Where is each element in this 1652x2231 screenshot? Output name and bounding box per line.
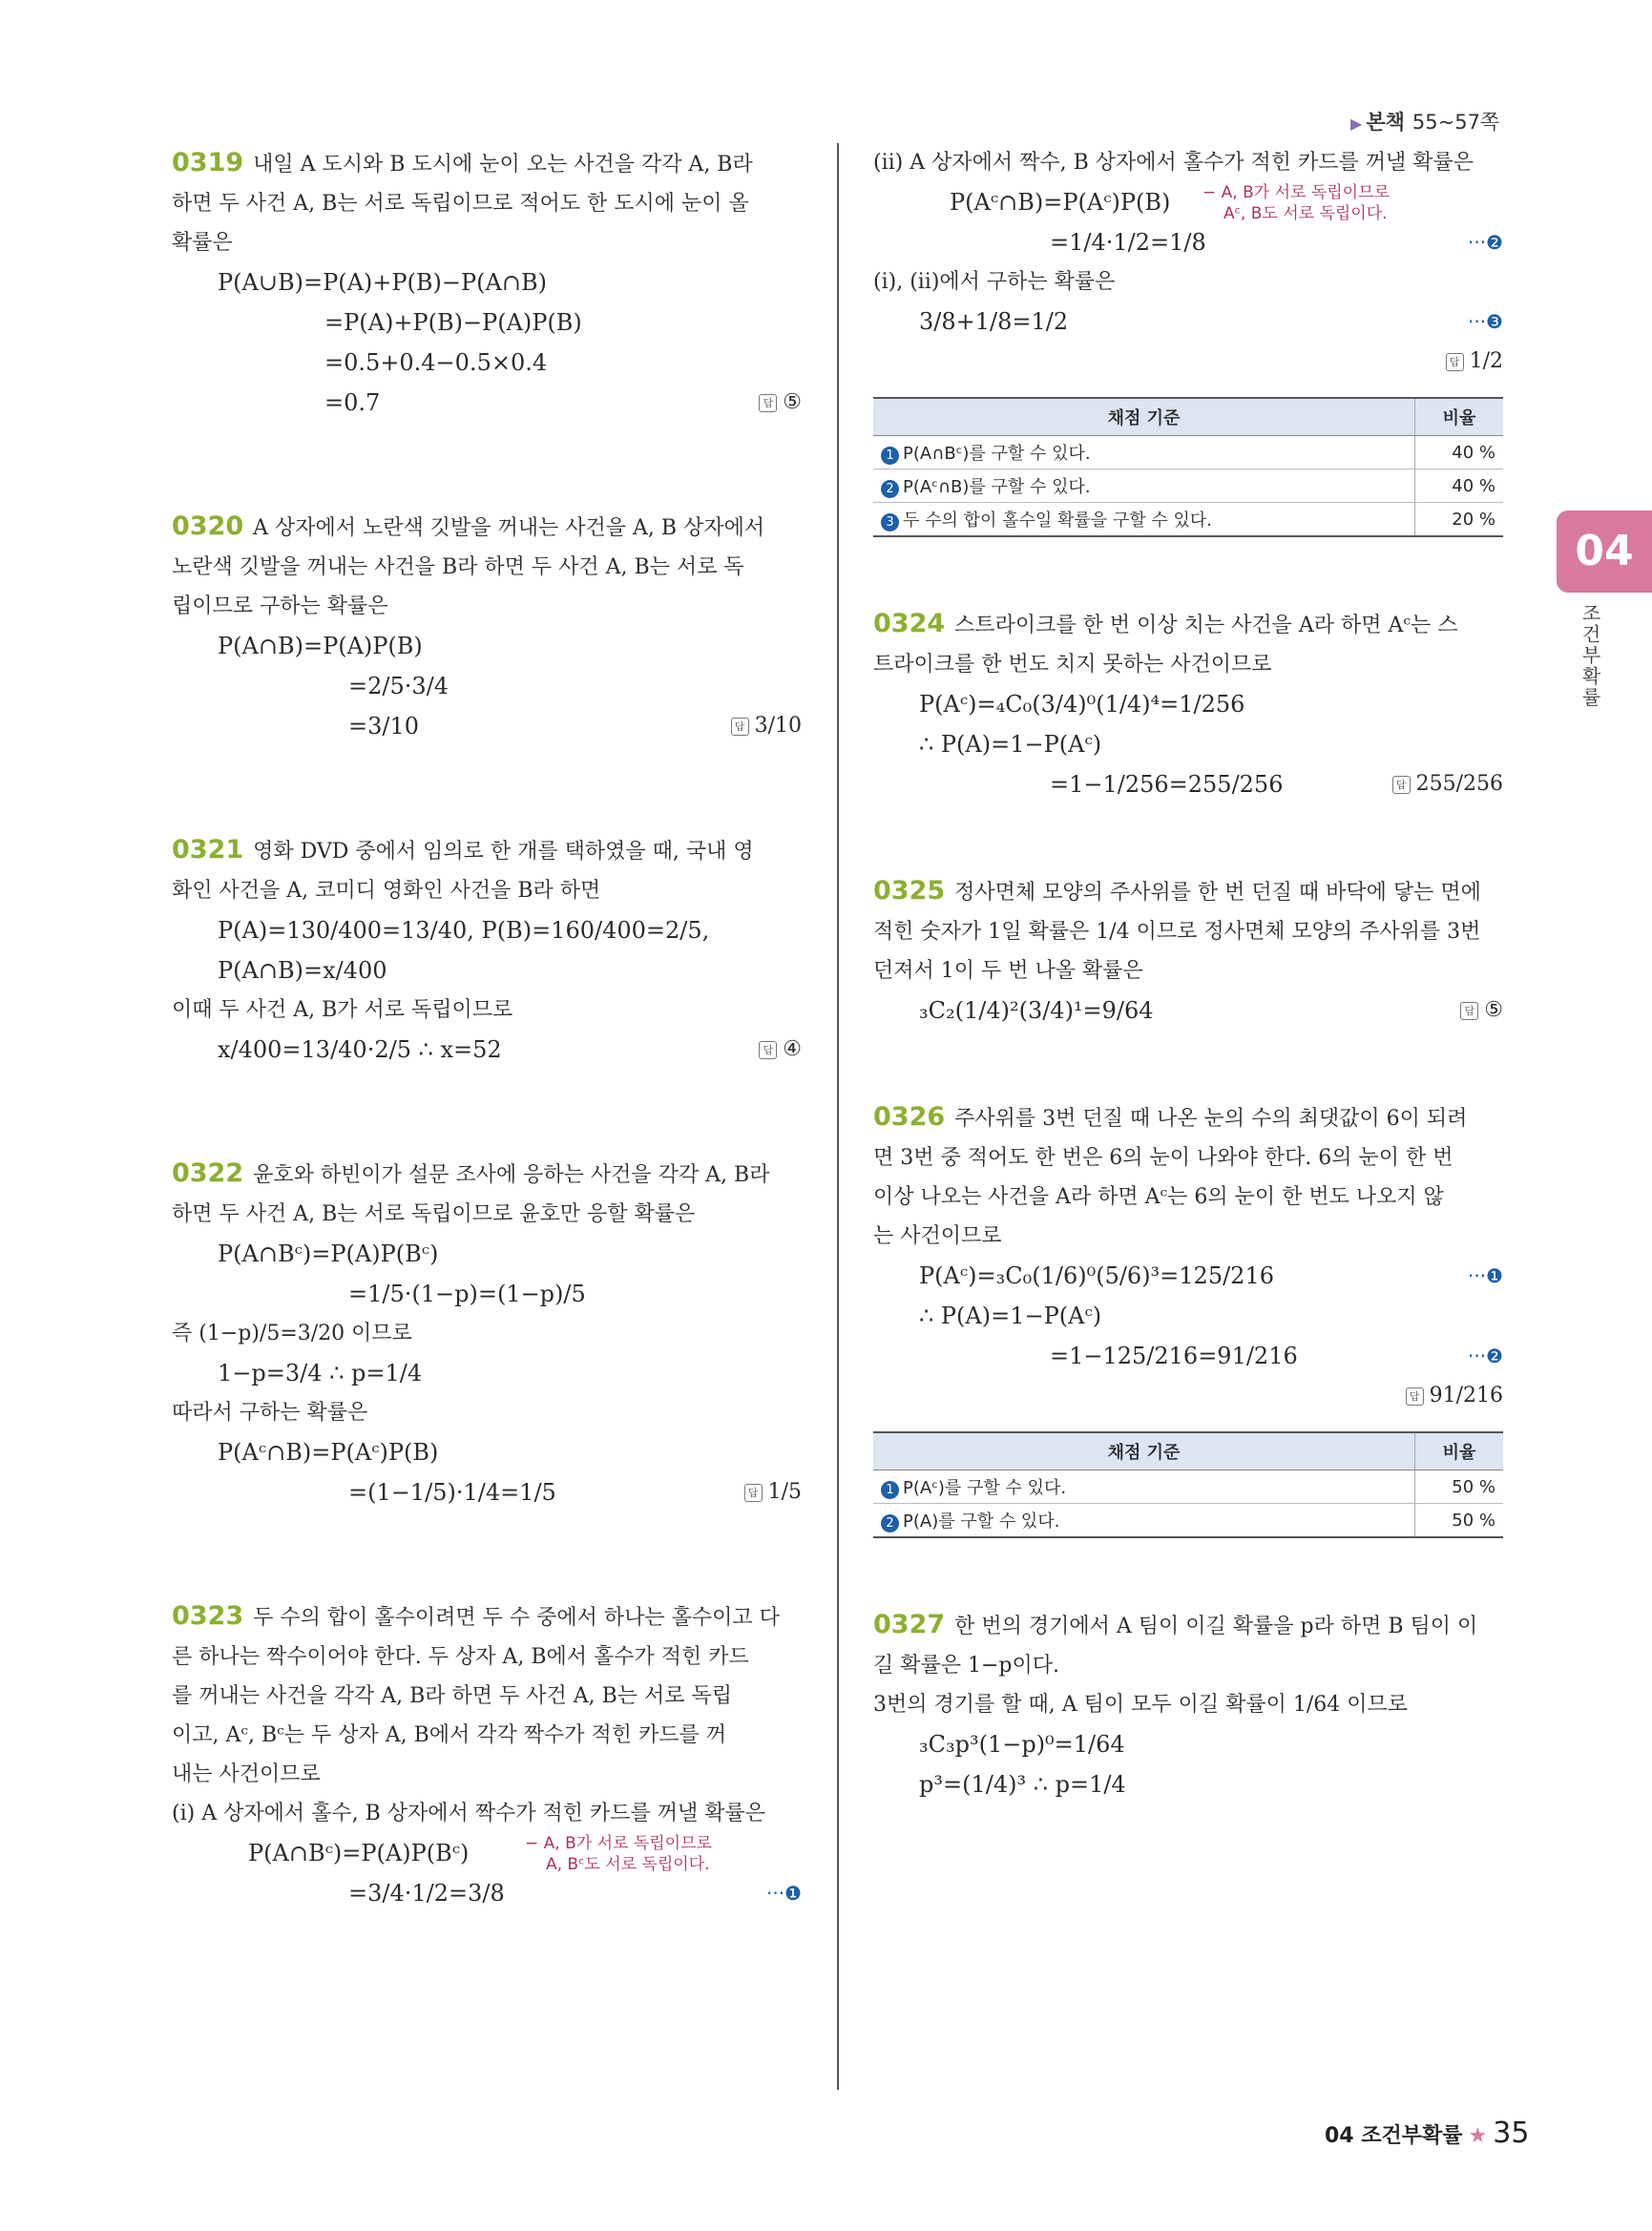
chapter-tab-label: 조건부확률: [1579, 603, 1601, 708]
answer-icon: 답: [759, 394, 777, 412]
problem-number: 0322: [172, 1158, 244, 1188]
step-marker-2: ···❷: [1467, 231, 1503, 254]
page-number: 35: [1493, 2116, 1530, 2150]
problem-number: 0320: [172, 511, 244, 541]
answer-icon: 답: [1460, 1002, 1478, 1020]
right-column: [873, 143, 1503, 1888]
answer: 답 ⑤: [1460, 990, 1503, 1031]
problem-number: 0321: [172, 835, 244, 865]
answer-icon: 답: [1392, 776, 1411, 794]
problem-number: 0326: [873, 1102, 946, 1132]
answer: 답 3/10: [731, 706, 802, 746]
table-row: 1 P(A∩Bᶜ)를 구할 수 있다. 40 %: [873, 436, 1503, 469]
answer: 답 ⑤: [759, 383, 802, 423]
column-divider: [837, 143, 839, 2090]
answer: 답 1/5: [744, 1472, 802, 1512]
problem-0327: 0327 한 번의 경기에서 A 팀이 이길 확률을 p라 하면 B 팀이 이 길 확률은 1−p이다. 3번의 경기를 할 때, A 팀이 모두 이길 확률이 1/64 이므로 ₃C₃p³(1−p)⁰=1/64 p³=(1/4)³ ∴ p=1/4: [873, 1610, 1478, 1798]
answer: 답 ④: [759, 1030, 802, 1070]
problem-number: 0323: [172, 1601, 244, 1631]
step-marker-2: ···❷: [1467, 1345, 1503, 1367]
left-column: [172, 143, 802, 1997]
answer-icon: 답: [1446, 353, 1464, 371]
grading-table: 채점 기준 비율 1 P(Aᶜ)를 구할 수 있다. 50 % 2 P(A)를 구할 수 있다. 50 %: [873, 1431, 1503, 1538]
problem-0326: 0326 주사위를 3번 던질 때 나온 눈의 수의 최댓값이 6이 되려 면 3번 중 적어도 한 번은 6의 눈이 나와야 한다. 6의 눈이 한 번 이상 나오는 사건을 A라 하면 Aᶜ는 6의 눈이 한 번도 나오지 않 는 사건이므로 P(Aᶜ)=₃C₀(1/6)⁰(5/6)³=125/216 ···❶ ∴ P(A)=1−P(Aᶜ) =1−125/216=91/216 ···❷ 답 91/216 채점 기준 비율 1 P(Aᶜ)를 구할 수 있다. 50 % 2 P(A)를 구할 수 있다. 50 %: [873, 1097, 1503, 1538]
answer-icon: 답: [1406, 1387, 1424, 1406]
problem-0321: 0321 영화 DVD 중에서 임의로 한 개를 택하였을 때, 국내 영 화인 사건을 A, 코미디 영화인 사건을 B라 하면 P(A)=130/400=13/40, P(B)=160/400=2/5, P(A∩B)=x/400 이때 두 사건 A, B가 서로 독립이므로 x/400=13/40·2/5 ∴ x=52 답 ④: [172, 830, 802, 1070]
table-row: 1 P(Aᶜ)를 구할 수 있다. 50 %: [873, 1470, 1503, 1504]
answer-icon: 답: [731, 718, 749, 736]
answer-icon: 답: [759, 1041, 777, 1059]
problem-number: 0327: [873, 1610, 946, 1639]
problem-number: 0325: [873, 876, 946, 906]
problem-0323-cont: (ⅱ) A 상자에서 짝수, B 상자에서 홀수가 적힌 카드를 꺼낼 확률은 P(Aᶜ∩B)=P(Aᶜ)P(B) − A, B가 서로 독립이므로 Aᶜ, B도 서로 독립이다. =1/4·1/2=1/8 ···❷ (ⅰ), (ⅱ)에서 구하는 확률은 3/8+1/8=1/2 ···❸ 답 1/2 채점 기준 비율 1 P(A∩Bᶜ)를 구할 수 있다. 40 % 2 P(Aᶜ∩B)를 구할 수 있다. 40 % 3 두 수의 합이 홀수일 확률을 구할 수 있다. 20 %: [873, 143, 1503, 537]
chapter-tab[interactable]: 04: [1557, 511, 1652, 593]
note: − A, B가 서로 독립이므로 A, Bᶜ도 서로 독립이다.: [525, 1834, 712, 1874]
step-marker-1: ···❶: [1467, 1264, 1503, 1287]
answer: 답 91/216: [1406, 1376, 1503, 1416]
problem-0319: 0319 내일 A 도시와 B 도시에 눈이 오는 사건을 각각 A, B라 하면 두 사건 A, B는 서로 독립이므로 적어도 한 도시에 눈이 올 확률은 P(A∪B)=P(A)+P(B)−P(A∩B) =P(A)+P(B)−P(A)P(B) =0.5+0.4−0.5×0.4 =0.7 답 ⑤: [172, 143, 802, 423]
page-reference: ▶ 본책 55~57쪽: [1350, 111, 1500, 134]
problem-0325: 0325 정사면체 모양의 주사위를 한 번 던질 때 바닥에 닿는 면에 적힌 숫자가 1일 확률은 1/4 이므로 정사면체 모양의 주사위를 3번 던져서 1이 두 번 나올 확률은 ₃C₂(1/4)²(3/4)¹=9/64 답 ⑤: [873, 871, 1503, 1031]
problem-0322: 0322 윤호와 하빈이가 설문 조사에 응하는 사건을 각각 A, B라 하면 두 사건 A, B는 서로 독립이므로 윤호만 응할 확률은 P(A∩Bᶜ)=P(A)P(Bᶜ) =1/5·(1−p)=(1−p)/5 즉 (1−p)/5=3/20 이므로 1−p=3/4 ∴ p=1/4 따라서 구하는 확률은 P(Aᶜ∩B)=P(Aᶜ)P(B) =(1−1/5)·1/4=1/5 답 1/5: [172, 1154, 802, 1512]
answer: 답 1/2: [1446, 342, 1503, 382]
problem-number: 0319: [172, 148, 244, 177]
page-footer: 04 조건부확률 ★ 35: [1325, 2116, 1530, 2150]
problem-0320: 0320 A 상자에서 노란색 깃발을 꺼내는 사건을 A, B 상자에서 노란색 깃발을 꺼내는 사건을 B라 하면 두 사건 A, B는 서로 독 립이므로 구하는 확률은 P(A∩B)=P(A)P(B) =2/5·3/4 =3/10 답 3/10: [172, 507, 802, 746]
table-row: 3 두 수의 합이 홀수일 확률을 구할 수 있다. 20 %: [873, 503, 1503, 537]
problem-0323: 0323 두 수의 합이 홀수이려면 두 수 중에서 하나는 홀수이고 다 른 하나는 짝수이어야 한다. 두 상자 A, B에서 홀수가 적힌 카드 를 꺼내는 사건을 각각 A, B라 하면 두 사건 A, B는 서로 독립 이고, Aᶜ, Bᶜ는 두 상자 A, B에서 각각 짝수가 적힌 카드를 꺼 내는 사건이므로 (ⅰ) A 상자에서 홀수, B 상자에서 짝수가 적힌 카드를 꺼낼 확률은 P(A∩Bᶜ)=P(A)P(Bᶜ) − A, B가 서로 독립이므로 A, Bᶜ도 서로 독립이다. =3/4·1/2=3/8 ···❶: [172, 1596, 802, 1913]
table-row: 2 P(Aᶜ∩B)를 구할 수 있다. 40 %: [873, 469, 1503, 503]
star-icon: ★: [1468, 2124, 1488, 2148]
problem-number: 0324: [873, 609, 946, 638]
answer: 답 255/256: [1392, 764, 1503, 804]
triangle-icon: ▶: [1350, 115, 1363, 133]
table-row: 2 P(A)를 구할 수 있다. 50 %: [873, 1504, 1503, 1538]
note: − A, B가 서로 독립이므로 Aᶜ, B도 서로 독립이다.: [1202, 183, 1390, 223]
grading-table: 채점 기준 비율 1 P(A∩Bᶜ)를 구할 수 있다. 40 % 2 P(Aᶜ∩B)를 구할 수 있다. 40 % 3 두 수의 합이 홀수일 확률을 구할 수 있다. 20 %: [873, 397, 1503, 537]
problem-0324: 0324 스트라이크를 한 번 이상 치는 사건을 A라 하면 Aᶜ는 스 트라이크를 한 번도 치지 못하는 사건이므로 P(Aᶜ)=₄C₀(3/4)⁰(1/4)⁴=1/256 ∴ P(A)=1−P(Aᶜ) =1−1/256=255/256 답 255/256: [873, 604, 1503, 804]
answer-icon: 답: [744, 1484, 763, 1502]
step-marker-1: ···❶: [765, 1882, 802, 1905]
step-marker-3: ···❸: [1467, 310, 1503, 333]
